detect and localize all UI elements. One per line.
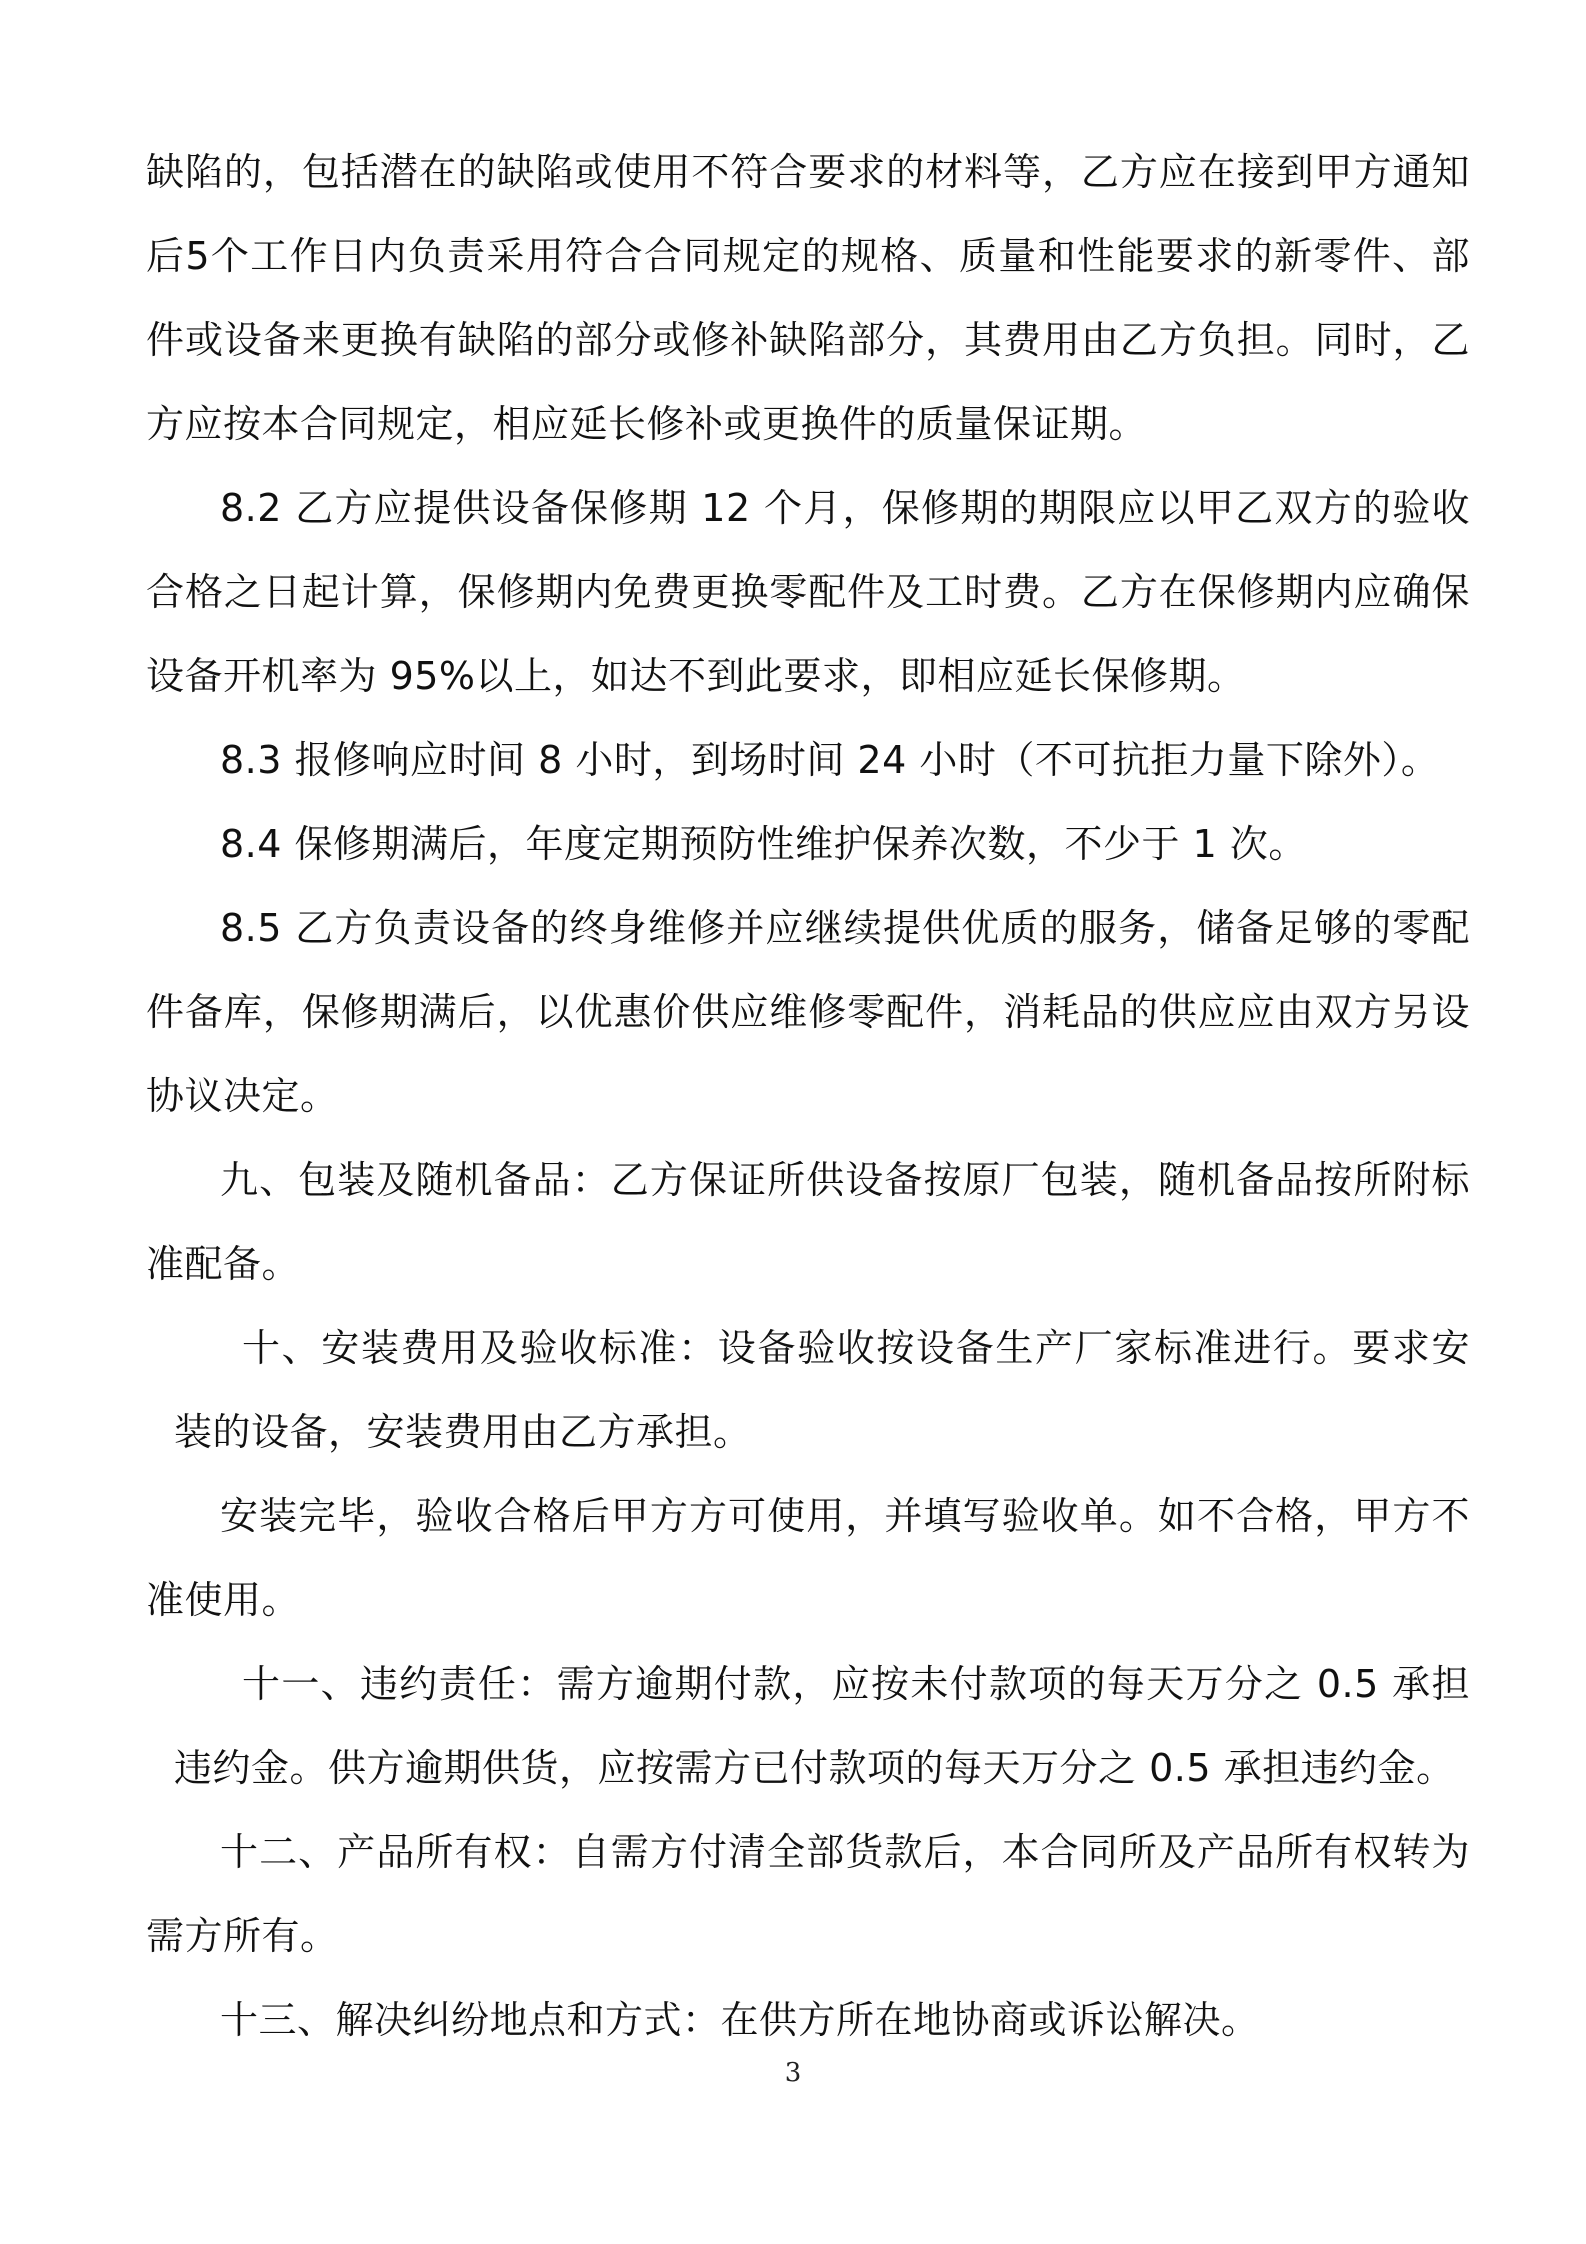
paragraph-8-2-warranty-period: 8.2 乙方应提供设备保修期 12 个月，保修期的期限应以甲乙双方的验收合格之日起计算，保修期内免费更换零配件及工时费。乙方在保修期内应确保设备开机率为 95%以上，如达不到此要求，即相应延长保修期。 [146, 486, 1470, 698]
paragraph-10-installation: 十、安装费用及验收标准：设备验收按设备生产厂家标准进行。要求安装的设备，安装费用由乙方承担。 [174, 1326, 1470, 1454]
paragraph-8-4-maintenance: 8.4 保修期满后，年度定期预防性维护保养次数，不少于 1 次。 [220, 822, 1307, 866]
paragraph-8-5-lifetime-repair: 8.5 乙方负责设备的终身维修并应继续提供优质的服务，储备足够的零配件备库，保修期满后，以优惠价供应维修零配件，消耗品的供应应由双方另设协议决定。 [146, 906, 1470, 1118]
paragraph-defect-repair: 缺陷的，包括潜在的缺陷或使用不符合要求的材料等，乙方应在接到甲方通知后5个工作日内负责采用符合合同规定的规格、质量和性能要求的新零件、部件或设备来更换有缺陷的部分或修补缺陷部分，其费用由乙方负担。同时，乙方应按本合同规定，相应延长修补或更换件的质量保证期。 [146, 150, 1470, 446]
paragraph-8-3-response-time: 8.3 报修响应时间 8 小时，到场时间 24 小时（不可抗拒力量下除外）。 [220, 738, 1440, 782]
paragraph-11-liability: 十一、违约责任：需方逾期付款，应按未付款项的每天万分之 0.5 承担违约金。供方逾期供货，应按需方已付款项的每天万分之 0.5 承担违约金。 [174, 1662, 1470, 1790]
paragraph-9-packaging: 九、包装及随机备品：乙方保证所供设备按原厂包装，随机备品按所附标准配备。 [146, 1158, 1470, 1286]
paragraph-installation-acceptance: 安装完毕，验收合格后甲方方可使用，并填写验收单。如不合格，甲方不准使用。 [146, 1494, 1470, 1622]
paragraph-13-dispute: 十三、解决纠纷地点和方式：在供方所在地协商或诉讼解决。 [220, 1998, 1260, 2042]
paragraph-12-ownership: 十二、产品所有权：自需方付清全部货款后，本合同所及产品所有权转为需方所有。 [146, 1830, 1470, 1958]
document-body [146, 130, 1470, 2062]
page-number: 3 [784, 2058, 802, 2088]
